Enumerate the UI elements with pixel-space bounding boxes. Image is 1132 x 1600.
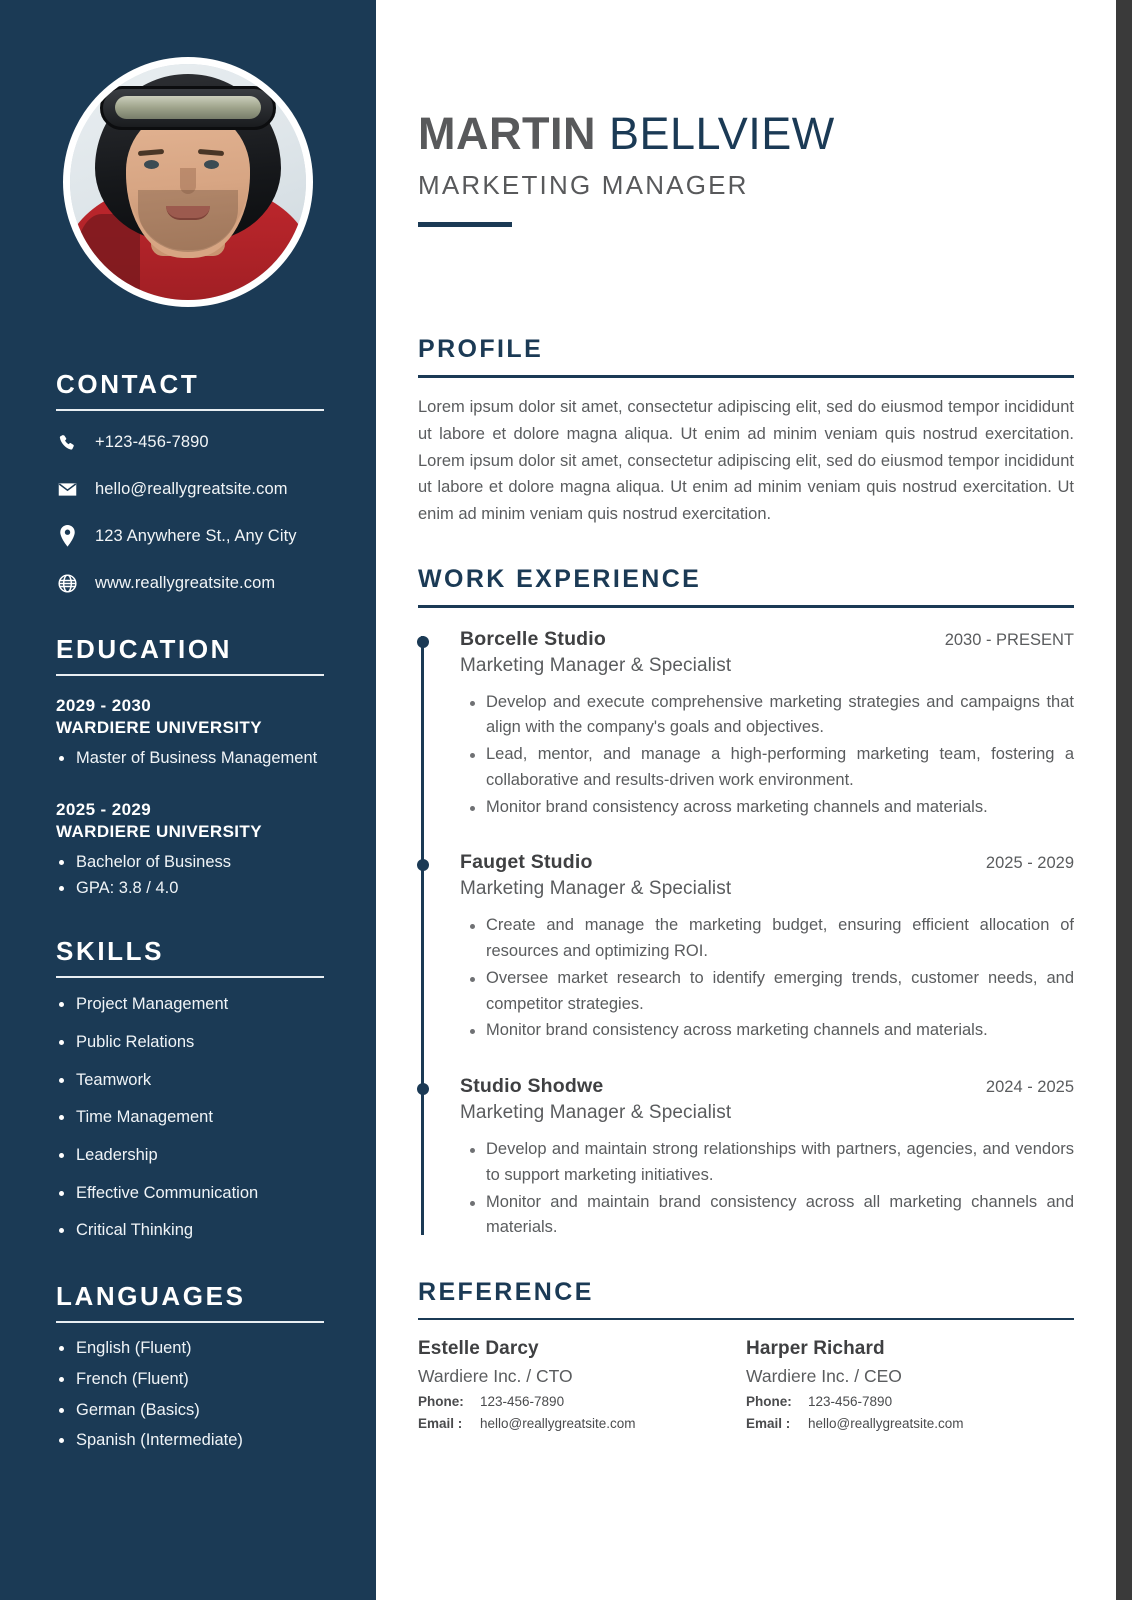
profile-photo-container bbox=[0, 57, 376, 307]
languages-section bbox=[0, 1281, 376, 1455]
education-school: WARDIERE UNIVERSITY bbox=[56, 821, 262, 841]
last-name: BELLVIEW bbox=[608, 108, 835, 159]
list-item: Monitor and maintain brand consistency across all marketing channels and materials. bbox=[486, 1190, 1074, 1241]
education-years: 2029 - 2030 bbox=[56, 696, 152, 715]
job-role: Marketing Manager & Specialist bbox=[460, 878, 732, 900]
globe-icon bbox=[56, 573, 78, 594]
contact-value-address: 123 Anywhere St., Any City bbox=[95, 526, 297, 545]
location-pin-icon bbox=[56, 525, 78, 547]
list-item: Public Relations bbox=[56, 1029, 336, 1057]
education-section bbox=[0, 634, 376, 902]
work-timeline bbox=[418, 628, 1074, 1241]
profile-section bbox=[418, 335, 1074, 528]
contact-value-email: hello@reallygreatsite.com bbox=[95, 479, 288, 498]
list-item: Critical Thinking bbox=[56, 1217, 336, 1245]
list-item: Bachelor of Business bbox=[56, 849, 336, 876]
education-heading: EDUCATION bbox=[56, 634, 233, 664]
main-content bbox=[376, 0, 1124, 1600]
resume-header bbox=[418, 0, 1074, 227]
job-bullet-list bbox=[460, 1137, 1074, 1241]
reference-phone-label: Phone: bbox=[418, 1394, 464, 1410]
contact-section bbox=[0, 369, 376, 598]
contact-item-address[interactable] bbox=[56, 521, 336, 551]
envelope-icon bbox=[56, 479, 78, 500]
reference-heading: REFERENCE bbox=[418, 1277, 594, 1306]
education-detail-list bbox=[56, 849, 336, 902]
work-experience-heading: WORK EXPERIENCE bbox=[418, 565, 702, 594]
job-bullet-list bbox=[460, 913, 1074, 1044]
avatar bbox=[63, 57, 313, 307]
education-school: WARDIERE UNIVERSITY bbox=[56, 718, 262, 737]
reference-phone-row bbox=[746, 1394, 1054, 1409]
profile-text: Lorem ipsum dolor sit amet, consectetur adipiscing elit, sed do eiusmod tempor incididunt ut labore et dolore magna aliqua. Ut enim ad minim veniam quis nostrud exercitation. Lorem ipsum dolor sit amet, consectetur adipiscing elit, sed do eiusmod tempor incididunt ut labore et dolore magna aliqua. Ut enim ad minim veniam quis nostrud exercitation. Ut enim ad minim veniam quis nostrud exercitation. bbox=[418, 397, 1074, 524]
phone-icon bbox=[56, 433, 78, 452]
languages-heading: LANGUAGES bbox=[56, 1281, 246, 1312]
list-item: Develop and maintain strong relationships with partners, agencies, and vendors to support marketing initiatives. bbox=[486, 1137, 1074, 1188]
languages-divider bbox=[56, 1321, 324, 1323]
list-item: Oversee market research to identify emerging trends, customer needs, and competitor strategies. bbox=[486, 966, 1074, 1017]
list-item: Monitor brand consistency across marketing channels and materials. bbox=[486, 1018, 1074, 1044]
contact-list bbox=[56, 427, 336, 598]
job-entry bbox=[460, 851, 1074, 1044]
list-item: Project Management bbox=[56, 991, 336, 1019]
reference-title: Wardiere Inc. / CEO bbox=[746, 1366, 902, 1387]
list-item: GPA: 3.8 / 4.0 bbox=[56, 875, 336, 902]
list-item: Develop and execute comprehensive marketing strategies and campaigns that align with the company's goals and objectives. bbox=[486, 690, 1074, 741]
job-header bbox=[460, 628, 1074, 651]
timeline-dot-icon bbox=[417, 859, 429, 871]
reference-name: Harper Richard bbox=[746, 1338, 885, 1360]
timeline-line bbox=[421, 636, 424, 1235]
contact-item-email[interactable] bbox=[56, 474, 336, 504]
sidebar bbox=[0, 0, 376, 1600]
timeline-dot-icon bbox=[417, 636, 429, 648]
reference-card bbox=[746, 1338, 1074, 1431]
reference-email-value: hello@reallygreatsite.com bbox=[808, 1416, 964, 1432]
job-date: 2030 - PRESENT bbox=[944, 630, 1074, 649]
profile-divider bbox=[418, 375, 1074, 378]
skills-divider bbox=[56, 976, 324, 978]
list-item: Teamwork bbox=[56, 1067, 336, 1095]
reference-section bbox=[418, 1278, 1074, 1432]
list-item: Effective Communication bbox=[56, 1180, 336, 1208]
job-bullet-list bbox=[460, 690, 1074, 821]
reference-phone-value: 123-456-7890 bbox=[480, 1394, 565, 1410]
job-role: Marketing Manager & Specialist bbox=[460, 1102, 732, 1124]
profile-heading: PROFILE bbox=[418, 335, 544, 364]
page-right-edge bbox=[1116, 0, 1124, 1600]
job-company: Borcelle Studio bbox=[460, 627, 607, 650]
list-item: English (Fluent) bbox=[56, 1335, 336, 1363]
reference-email-value: hello@reallygreatsite.com bbox=[480, 1416, 636, 1432]
header-accent-bar bbox=[418, 222, 512, 227]
list-item: Monitor brand consistency across marketing channels and materials. bbox=[486, 795, 1074, 821]
education-entry bbox=[56, 800, 336, 902]
job-entry bbox=[460, 628, 1074, 821]
timeline-dot-icon bbox=[417, 1083, 429, 1095]
contact-value-phone: +123-456-7890 bbox=[95, 432, 209, 451]
job-title: MARKETING MANAGER bbox=[418, 170, 749, 201]
reference-phone-label: Phone: bbox=[746, 1394, 792, 1410]
contact-heading: CONTACT bbox=[56, 369, 200, 399]
job-company: Studio Shodwe bbox=[460, 1075, 604, 1098]
skills-heading: SKILLS bbox=[56, 936, 165, 967]
education-detail-list bbox=[56, 745, 336, 773]
list-item: Create and manage the marketing budget, ensuring efficient allocation of resources and optimizing ROI. bbox=[486, 913, 1074, 964]
job-role: Marketing Manager & Specialist bbox=[460, 654, 732, 676]
first-name: MARTIN bbox=[418, 108, 596, 159]
contact-divider bbox=[56, 409, 324, 411]
reference-email-row bbox=[418, 1416, 726, 1431]
list-item: German (Basics) bbox=[56, 1397, 336, 1425]
contact-item-website[interactable] bbox=[56, 568, 336, 598]
work-experience-divider bbox=[418, 605, 1074, 608]
work-experience-section bbox=[418, 565, 1074, 1241]
reference-phone-row bbox=[418, 1394, 726, 1409]
job-header bbox=[460, 851, 1074, 874]
education-divider bbox=[56, 674, 324, 676]
reference-phone-value: 123-456-7890 bbox=[808, 1394, 893, 1410]
list-item: Lead, mentor, and manage a high-performing marketing team, fostering a collaborative and results-driven work environment. bbox=[486, 742, 1074, 793]
page-title bbox=[418, 110, 1074, 157]
reference-divider bbox=[418, 1318, 1074, 1321]
list-item: Leadership bbox=[56, 1142, 336, 1170]
skills-list bbox=[56, 991, 336, 1245]
reference-email-row bbox=[746, 1416, 1054, 1431]
languages-list bbox=[56, 1335, 336, 1455]
list-item: Master of Business Management bbox=[56, 745, 336, 773]
reference-grid bbox=[418, 1338, 1074, 1431]
job-date: 2025 - 2029 bbox=[985, 854, 1074, 873]
job-entry bbox=[460, 1075, 1074, 1241]
contact-value-website: www.reallygreatsite.com bbox=[95, 573, 276, 592]
job-company: Fauget Studio bbox=[460, 851, 593, 874]
skills-section bbox=[0, 936, 376, 1245]
list-item: Time Management bbox=[56, 1104, 336, 1132]
contact-item-phone[interactable] bbox=[56, 427, 336, 457]
reference-title: Wardiere Inc. / CTO bbox=[418, 1366, 573, 1387]
education-entry bbox=[56, 696, 336, 773]
reference-name: Estelle Darcy bbox=[418, 1338, 539, 1360]
reference-email-label: Email : bbox=[746, 1416, 791, 1432]
list-item: Spanish (Intermediate) bbox=[56, 1427, 336, 1455]
education-years: 2025 - 2029 bbox=[56, 799, 152, 819]
job-date: 2024 - 2025 bbox=[985, 1078, 1074, 1097]
job-header bbox=[460, 1075, 1074, 1098]
portrait-image bbox=[70, 64, 306, 300]
reference-email-label: Email : bbox=[418, 1416, 463, 1432]
reference-card bbox=[418, 1338, 746, 1431]
list-item: French (Fluent) bbox=[56, 1366, 336, 1394]
